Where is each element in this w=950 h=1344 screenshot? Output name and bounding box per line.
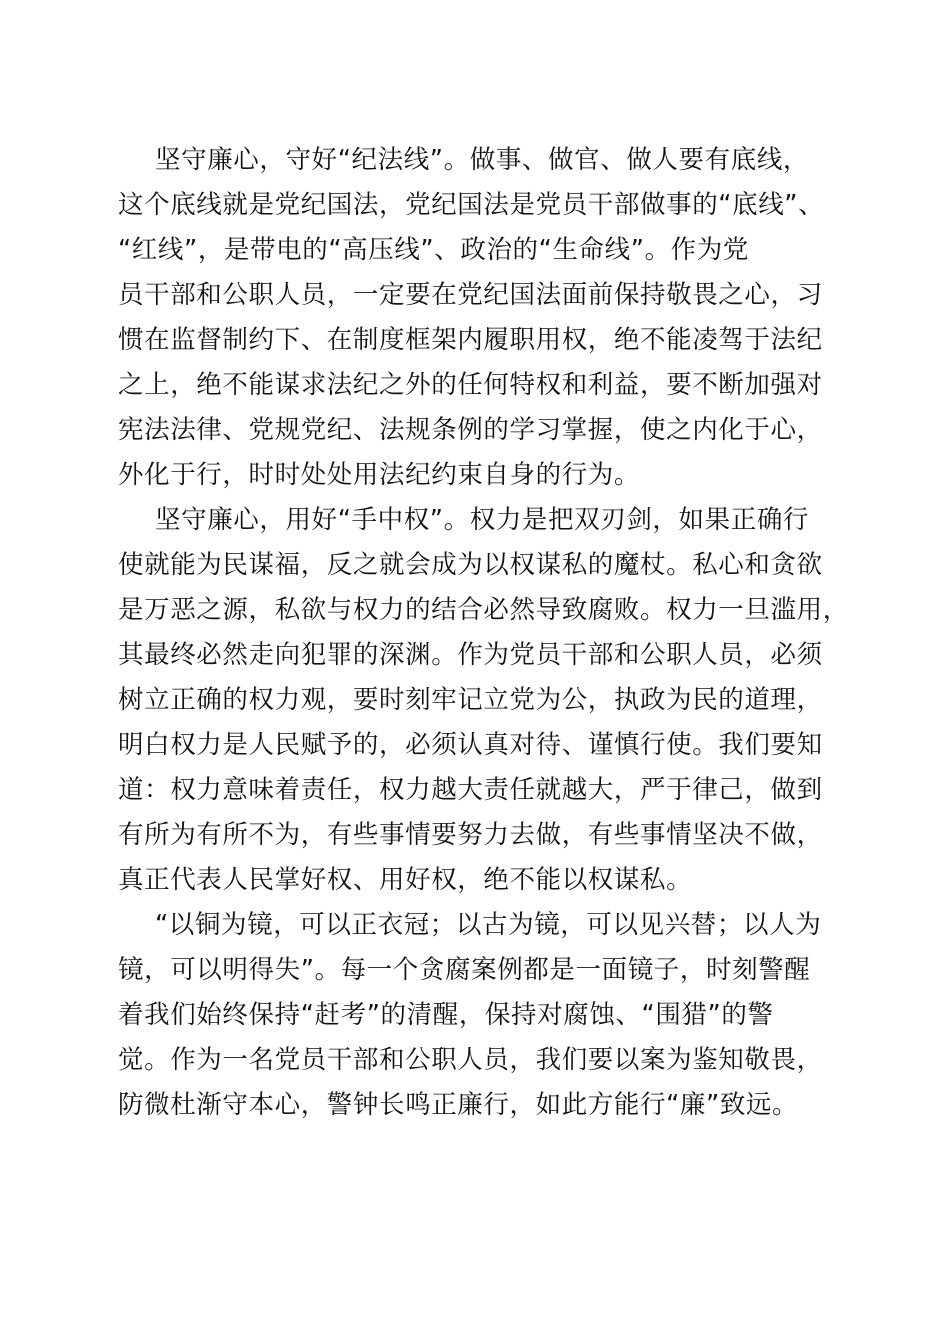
text-line: 员干部和公职人员，一定要在党纪国法面前保持敬畏之心，习: [118, 280, 823, 310]
text-line: 坚守廉心，守好“纪法线”。做事、做官、做人要有底线，: [155, 145, 810, 175]
paragraph-2: [118, 498, 849, 903]
paragraph-1: [118, 138, 838, 498]
text-line: 惯在监督制约下、在制度框架内履职用权，绝不能凌驾于法纪: [118, 325, 823, 355]
text-line: 是万恶之源，私欲与权力的结合必然导致腐败。权力一旦滥用，: [118, 595, 849, 625]
text-line: 宪法法律、党规党纪、法规条例的学习掌握，使之内化于心，: [118, 415, 823, 445]
text-line: 镜，可以明得失”。每一个贪腐案例都是一面镜子，时刻警醒: [118, 955, 811, 985]
text-line: “红线”，是带电的“高压线”、政治的“生命线”。作为党: [118, 235, 749, 265]
text-line: 坚守廉心，用好“手中权”。权力是把双刃剑，如果正确行: [155, 505, 810, 535]
text-line: 之上，绝不能谋求法纪之外的任何特权和利益，要不断加强对: [118, 370, 823, 400]
text-line: 外化于行，时时处处用法纪约束自身的行为。: [118, 460, 641, 490]
text-line: 真正代表人民掌好权、用好权，绝不能以权谋私。: [118, 865, 693, 895]
text-line: 这个底线就是党纪国法，党纪国法是党员干部做事的“底线”、: [118, 190, 825, 220]
text-line: 其最终必然走向犯罪的深渊。作为党员干部和公职人员，必须: [118, 640, 823, 670]
text-line: “以铜为镜，可以正衣冠；以古为镜，可以见兴替；以人为: [155, 910, 822, 940]
document-page: [118, 138, 849, 1128]
text-line: 觉。作为一名党员干部和公职人员，我们要以案为鉴知敬畏，: [118, 1045, 823, 1075]
text-line: 着我们始终保持“赶考”的清醒，保持对腐蚀、“围猎”的警: [118, 1000, 774, 1030]
text-line: 有所为有所不为，有些事情要努力去做，有些事情坚决不做，: [118, 820, 823, 850]
text-line: 明白权力是人民赋予的，必须认真对待、谨慎行使。我们要知: [118, 730, 823, 760]
text-line: 道：权力意味着责任，权力越大责任就越大，严于律己，做到: [118, 775, 823, 805]
paragraph-3: [118, 903, 838, 1128]
text-line: 使就能为民谋福，反之就会成为以权谋私的魔杖。私心和贪欲: [118, 550, 823, 580]
text-line: 防微杜渐守本心，警钟长鸣正廉行，如此方能行“廉”致远。: [118, 1090, 799, 1120]
text-line: 树立正确的权力观，要时刻牢记立党为公，执政为民的道理，: [118, 685, 823, 715]
